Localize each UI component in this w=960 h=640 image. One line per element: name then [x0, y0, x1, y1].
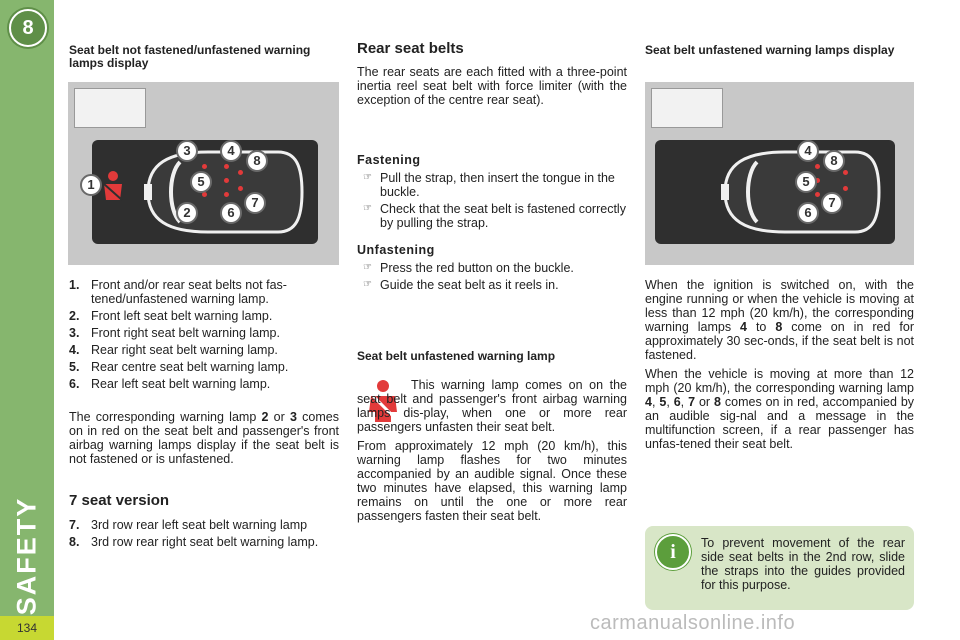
lamp-label: 7: [821, 192, 843, 214]
left-paragraph: The corresponding warning lamp 2 or 3 comes on in red on the seat belt and passenger's front airbag warning lamps display if the seat belt is not fastened or is unfastened.: [69, 410, 340, 466]
rear-seat-belts-heading: Rear seat belts: [357, 40, 464, 57]
lamp-heading: Seat belt unfastened warning lamp: [357, 349, 556, 363]
lamp-label: 3: [176, 140, 198, 162]
list-item: 8. 3rd row rear right seat belt warning lamp.: [69, 535, 319, 549]
list-item: 5. Rear centre seat belt warning lamp.: [69, 360, 289, 374]
lamp-label: 8: [246, 150, 268, 172]
lamp-label: 4: [797, 140, 819, 162]
dashboard-inset-image: [74, 88, 146, 128]
list-item: ☞ Pull the strap, then insert the tongue in the buckle.: [363, 171, 615, 199]
dashboard-inset-image: [651, 88, 723, 128]
lamp-label: 4: [220, 140, 242, 162]
chapter-badge: 8: [9, 9, 47, 47]
list-item: ☞ Guide the seat belt as it reels in.: [363, 278, 559, 292]
info-icon: i: [655, 534, 691, 570]
list-item: 2. Front left seat belt warning lamp.: [69, 309, 273, 323]
left-heading: Seat belt not fastened/unfastened warning lamps display: [69, 43, 311, 70]
seven-seat-heading: 7 seat version: [69, 492, 170, 509]
warning-dot: [815, 192, 820, 197]
unfastening-heading: Unfastening: [357, 243, 435, 257]
unfastening-section: [357, 243, 627, 295]
lamp-label: 2: [176, 202, 198, 224]
lamp-label: 1: [80, 174, 102, 196]
page-number: 134: [0, 616, 54, 640]
lamp-label: 6: [220, 202, 242, 224]
list-item: 7. 3rd row rear left seat belt warning lamp: [69, 518, 308, 532]
right-heading-block: [645, 44, 915, 57]
watermark: carmanualsonline.info: [590, 612, 796, 634]
right-paragraph-1: When the ignition is switched on, with the engine running or when the vehicle is moving at less than 12 mph (20 km/h), the corresponding warning lamps 4 to 8 come on in red for approximately 30 sec-onds, if the seat belt is not fastened.: [645, 278, 914, 362]
warning-dot: [238, 186, 243, 191]
lamp-text-block: [357, 378, 627, 523]
list-item: 1. Front and/or rear seat belts not fas-tened/unfastened warning lamp.: [69, 278, 287, 306]
seven-seat-block: [69, 494, 339, 552]
warning-dot: [843, 170, 848, 175]
list-item: 6. Rear left seat belt warning lamp.: [69, 377, 271, 391]
rear-seat-belts-section: [357, 42, 627, 107]
warning-dot: [224, 192, 229, 197]
list-item: ☞ Press the red button on the buckle.: [363, 261, 574, 275]
list-item: ☞ Check that the seat belt is fastened correctly by pulling the strap.: [363, 202, 626, 230]
warning-dot: [202, 164, 207, 169]
fastening-heading: Fastening: [357, 153, 421, 167]
tip-box: [645, 526, 914, 610]
lamp-label: 6: [797, 202, 819, 224]
right-heading: Seat belt unfastened warning lamps display: [645, 43, 895, 57]
lamp-text-2: From approximately 12 mph (20 km/h), this warning lamp flashes for two minutes accompanied by an audible signal. Once these two minutes have elapsed, this warning lamp remains on until the one or more rear passengers fasten their seat belt.: [357, 439, 627, 523]
arrow-icon: ☞: [363, 172, 372, 183]
arrow-icon: ☞: [363, 279, 372, 290]
warning-dot: [224, 164, 229, 169]
lamp-label: 5: [795, 171, 817, 193]
lamp-label: 8: [823, 150, 845, 172]
lamp-label: 5: [190, 171, 212, 193]
lamp-label: 7: [244, 192, 266, 214]
list-item: 4. Rear right seat belt warning lamp.: [69, 343, 278, 357]
rear-warning-display-illustration: [645, 82, 914, 265]
tip-text: To prevent movement of the rear side seat belts in the 2nd row, slide the straps into the guides provided for this purpose.: [701, 536, 905, 592]
warning-display-illustration: [68, 82, 339, 265]
left-heading-block: [69, 44, 339, 70]
warning-dot: [843, 186, 848, 191]
lamp-heading-block: [357, 350, 627, 363]
rear-intro: The rear seats are each fitted with a three-point inertia reel seat belt with force limiter (with the exception of the centre rear seat).: [357, 65, 627, 107]
chapter-sidebar: [0, 0, 54, 640]
seatbelt-warning-icon: [98, 170, 128, 204]
warning-dot: [224, 178, 229, 183]
arrow-icon: ☞: [363, 203, 372, 214]
warning-dot: [238, 170, 243, 175]
right-paragraph-2: When the vehicle is moving at more than 12 mph (20 km/h), the corresponding warning lamp 4, 5, 6, 7 or 8 comes on in red, accompanied by an audible sig-nal and a message in the multifunction screen, if a rear passenger has unfas-tened their seat belt.: [645, 367, 915, 451]
right-text-block: [645, 278, 914, 451]
section-title: SAFETY: [11, 496, 42, 616]
warning-dot: [815, 164, 820, 169]
arrow-icon: ☞: [363, 262, 372, 273]
fastening-section: [357, 153, 627, 233]
list-item: 3. Front right seat belt warning lamp.: [69, 326, 280, 340]
lamp-text: This warning lamp comes on on the seat belt and passenger's front airbag warning lamps dis-play, when one or more rear passengers unfasten their seat belt.: [357, 378, 627, 434]
left-lamp-list: [69, 278, 339, 394]
